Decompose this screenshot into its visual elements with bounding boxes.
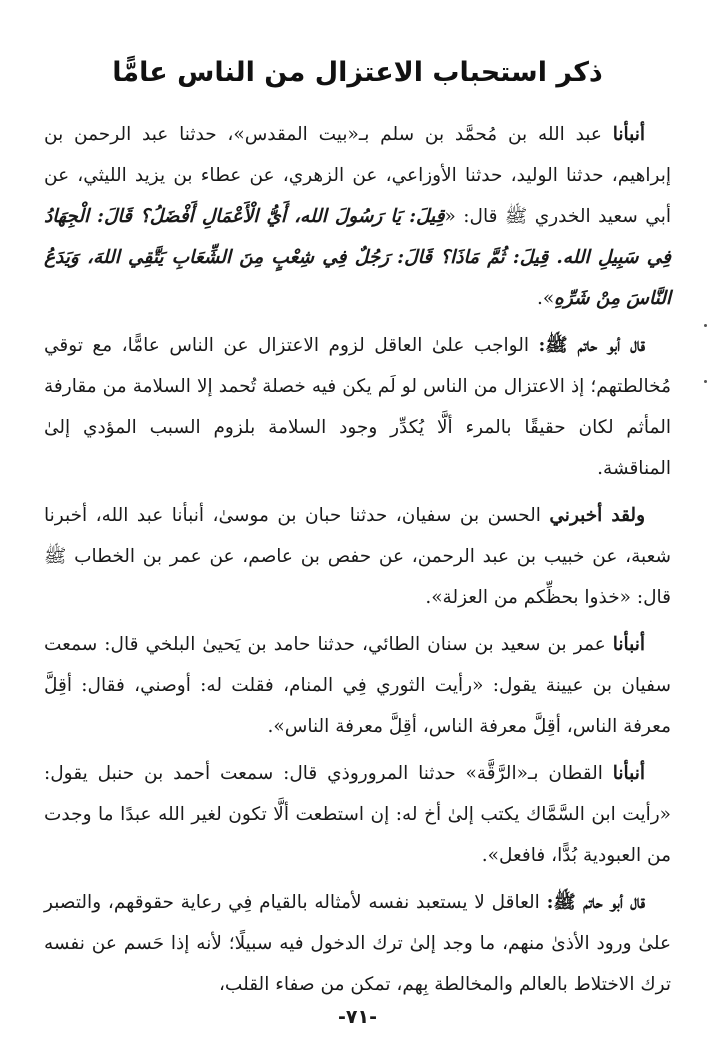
- paragraph-text: عبد الله بن مُحمَّد بن سلم بـ«بيت المقدس»، حدثنا عبد الرحمن بن إبراهيم، حدثنا الوليد، حدثنا الأوزاعي، عن الزهري، عن عطاء بن يزيد الليثي، عن أبي سعيد الخدري ﷺ قال: «: [44, 124, 671, 227]
- paragraph-text: العاقل لا يستعبد نفسه لأمثاله بالقيام فِي رعاية حقوقهم، والتصبر علىٰ ورود الأذىٰ منهم، ما وجد إلىٰ ترك الدخول فيه سبيلًا؛ لأنه إذا حَسم عن نفسه ترك الاختلاط بالعالم والمخالطة بِهم، تمكن من صفاء القلب،: [44, 892, 671, 995]
- page-number: -٧١-: [338, 1006, 377, 1028]
- scan-edge-mark: [704, 324, 707, 327]
- scan-edge-mark: [704, 380, 707, 383]
- paragraph-5: [44, 753, 671, 876]
- page-title: ذكر استحباب الاعتزال من الناس عامًّا: [112, 57, 603, 88]
- paragraph-lead: أنبأنا: [612, 763, 645, 784]
- hadith-quote: قِيلَ: يَا رَسُولَ الله، أَيُّ الْأَعْمَالِ أَفْضَلُ؟ قَالَ: الْجِهَادُ فِي سَبِيلِ الله. قِيلَ: ثُمَّ مَاذَا؟ قَالَ: رَجُلٌ فِي شِعْبٍ مِنَ الشِّعَابِ يَتَّقِي اللهَ، وَيَدَعُ النَّاسَ مِنْ شَرِّهِ: [44, 206, 671, 309]
- paragraph-6: [44, 882, 671, 1005]
- paragraph-lead: قال أبو حاتم ﷺ:: [538, 335, 645, 356]
- paragraph-1: [44, 114, 671, 319]
- paragraph-text: الحسن بن سفيان، حدثنا حبان بن موسىٰ، أنبأنا عبد الله، أخبرنا شعبة، عن خبيب بن عبد الرحمن، عن حفص بن عاصم، عن عمر بن الخطاب ﷺ قال: «خذوا بحظِّكم من العزلة».: [44, 505, 671, 608]
- paragraph-lead: ولقد أخبرني: [549, 505, 646, 526]
- paragraph-text: الواجب علىٰ العاقل لزوم الاعتزال عن الناس عامًّا، مع توقي مُخالطتهم؛ إذ الاعتزال من الناس لو لَم يكن فيه خصلة تُحمد إلا السلامة من مقارفة المأثم لكان حقيقًا بالمرء ألَّا يُكدِّر وجود السلامة بلزوم السبب المؤدي إلىٰ المناقشة.: [44, 335, 671, 479]
- paragraph-lead: أنبأنا: [612, 124, 645, 145]
- paragraph-lead: أنبأنا: [612, 634, 645, 655]
- paragraph-lead: قال أبو حاتم ﷺ:: [546, 892, 645, 913]
- paragraph-text: القطان بـ«الرَّقَّة» حدثنا المروروذي قال: سمعت أحمد بن حنبل يقول: «رأيت ابن السَّمَّاك يكتب إلىٰ أخ له: إن استطعت ألَّا تكون لغير الله عبدًا ما وجدت من العبودية بُدًّا، فافعل».: [44, 763, 671, 866]
- paragraph-text: عمر بن سعيد بن سنان الطائي، حدثنا حامد بن يَحيىٰ البلخي قال: سمعت سفيان بن عيينة يقول: «رأيت الثوري فِي المنام، فقلت له: أوصني، فقال: أقِلَّ معرفة الناس، أقِلَّ معرفة الناس، أقِلَّ معرفة الناس».: [44, 634, 671, 737]
- paragraph-text-end: ».: [536, 288, 555, 309]
- paragraph-2: [44, 325, 671, 489]
- paragraph-3: [44, 495, 671, 618]
- paragraph-4: [44, 624, 671, 747]
